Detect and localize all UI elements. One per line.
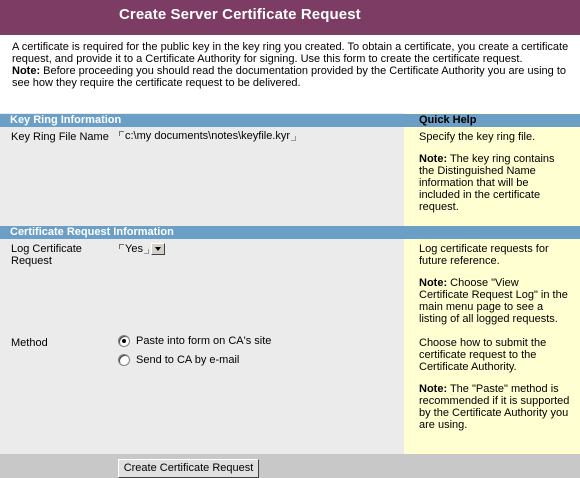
log-request-select[interactable]: [119, 243, 165, 256]
section-cert-request-title: Certificate Request Information: [10, 226, 174, 238]
quick-help-title: Quick Help: [419, 114, 477, 126]
intro-note-label: Note:: [12, 65, 41, 77]
key-ring-help: [419, 131, 571, 223]
intro-paragraph: A certificate is required for the public key in the key ring you created. To obtain a certificate, you create a certificate request, and provide it to a Certificate Authority for signing. Use this form to create the certificate request.: [12, 41, 569, 65]
log-request-help-note-label: Note:: [419, 277, 448, 289]
intro-note: [12, 65, 572, 89]
method-help-text: Choose how to submit the certificate request to the Certificate Authority.: [419, 337, 547, 373]
intro-note-text: Before proceeding you should read the documentation provided by the Certificate Authority you are using to see how they require the certificate request to be delivered.: [12, 65, 566, 89]
key-ring-help-note-label: Note:: [419, 153, 448, 165]
key-ring-help-note-text: The key ring contains the Distinguished Name information that will be included in the certificate request.: [419, 153, 555, 213]
field-end-marker-icon: [144, 249, 149, 254]
key-ring-file-input[interactable]: [119, 130, 296, 143]
log-request-label-line2: Request: [11, 255, 52, 267]
intro-text: [12, 41, 572, 89]
method-option-paste[interactable]: [118, 334, 271, 348]
log-request-help-note-text: Choose "View Certificate Request Log" in the main menu page to see a listing of all logged requests.: [419, 277, 568, 325]
method-option-paste-label: Paste into form on CA's site: [136, 335, 272, 348]
page-title: Create Server Certificate Request: [119, 6, 361, 23]
chevron-down-icon[interactable]: [151, 243, 165, 255]
field-start-marker-icon: [119, 131, 124, 136]
page-header: [0, 0, 580, 35]
method-option-email[interactable]: [118, 353, 239, 367]
key-ring-help-note: [419, 153, 571, 213]
section-key-ring-title: Key Ring Information: [10, 114, 122, 126]
form-footer: [0, 454, 580, 478]
help-bar-cert-request: [404, 226, 580, 239]
method-help-note: [419, 383, 571, 431]
method-option-email-label: Send to CA by e-mail: [136, 354, 240, 367]
field-end-marker-icon: [291, 136, 296, 141]
section-cert-request: [0, 226, 404, 239]
key-ring-file-value: c:\my documents\notes\keyfile.kyr: [125, 130, 291, 142]
method-help-note-label: Note:: [419, 383, 448, 395]
radio-selected-icon[interactable]: [118, 335, 130, 347]
section-key-ring: [0, 114, 404, 127]
log-request-help-note: [419, 277, 571, 325]
create-certificate-request-button[interactable]: Create Certificate Request: [118, 459, 259, 478]
method-help-note-text: The "Paste" method is recommended if it is supported by the Certificate Authority you are using.: [419, 383, 570, 431]
log-request-help: [419, 243, 571, 335]
key-ring-file-label: Key Ring File Name: [11, 131, 109, 143]
form-panel: [0, 113, 404, 454]
key-ring-help-text: Specify the key ring file.: [419, 131, 536, 143]
quick-help-bar: [404, 114, 580, 127]
log-request-label: [11, 243, 82, 267]
log-request-label-line1: Log Certificate: [11, 243, 82, 255]
log-request-value: Yes: [125, 243, 143, 255]
method-label: Method: [11, 337, 48, 349]
log-request-help-text: Log certificate requests for future reference.: [419, 243, 549, 267]
method-help: [419, 337, 571, 441]
field-start-marker-icon: [119, 244, 124, 249]
radio-unselected-icon[interactable]: [118, 354, 130, 366]
